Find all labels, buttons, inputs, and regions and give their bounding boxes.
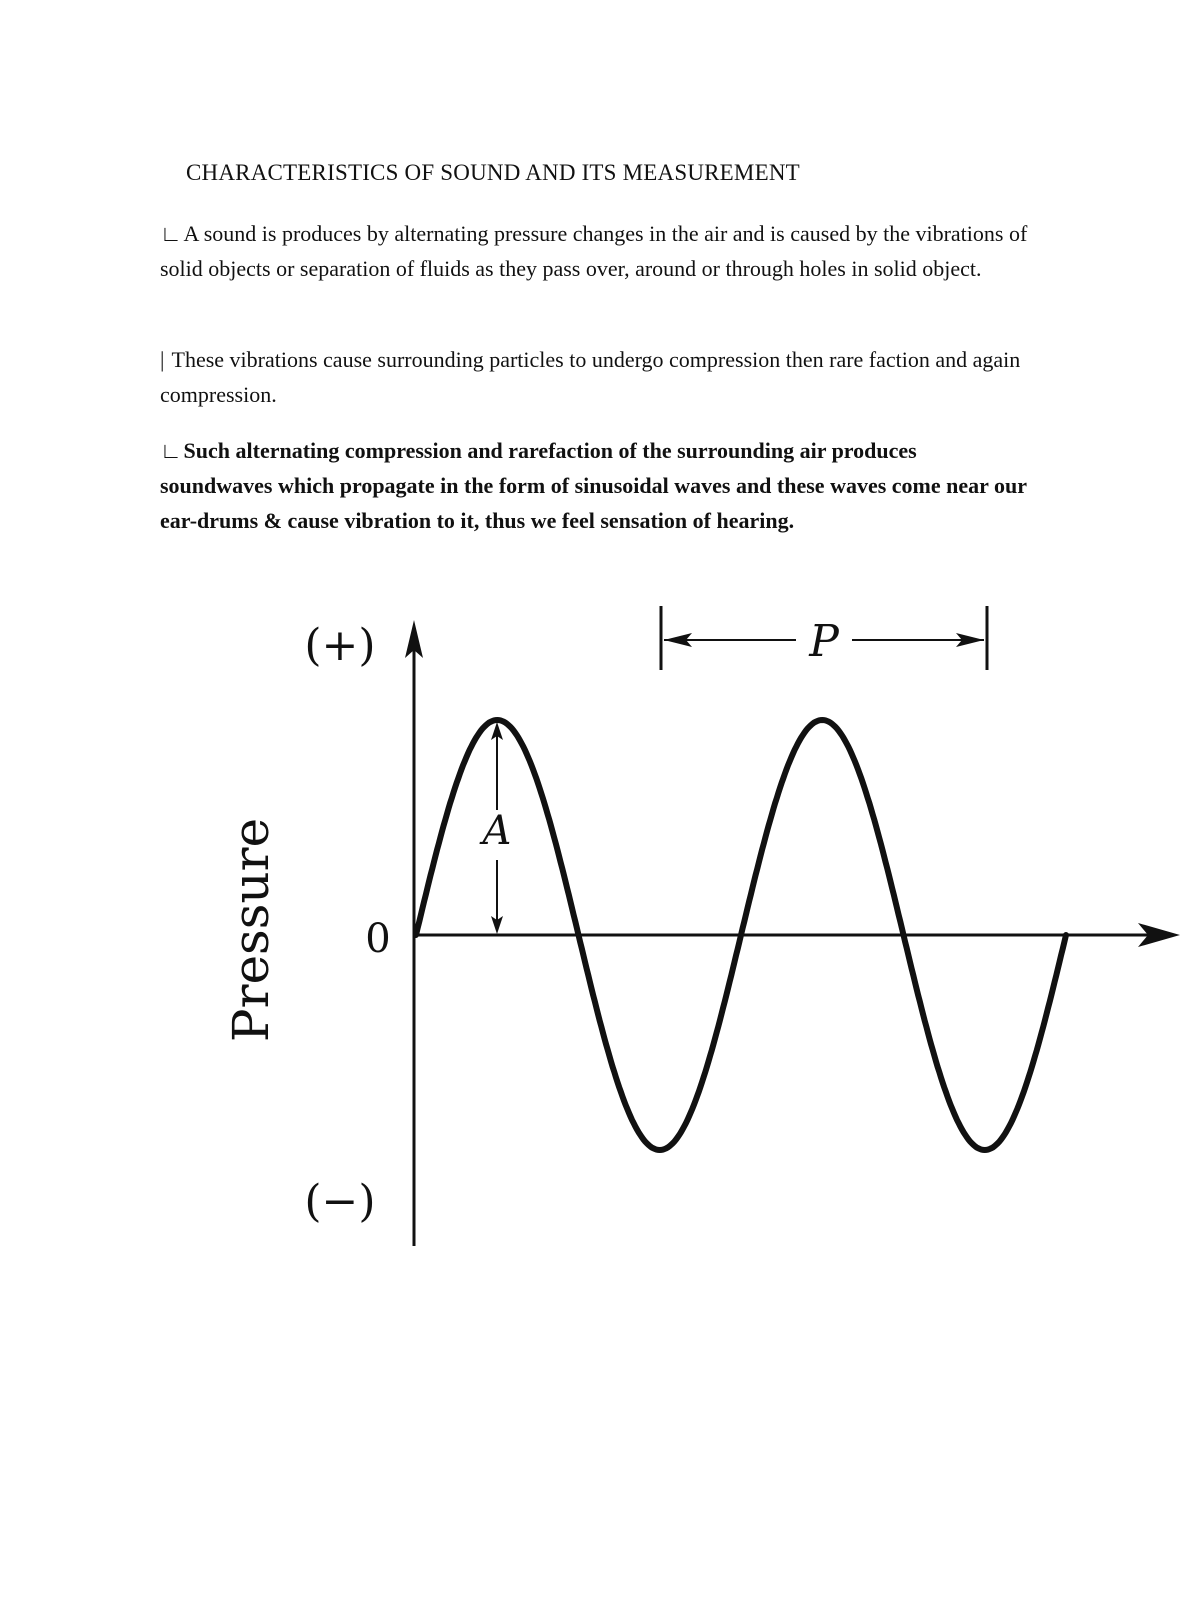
- plus-label: (+): [304, 620, 376, 671]
- bullet-marker: ∟: [160, 221, 182, 246]
- paragraph-text: A sound is produces by alternating pressure changes in the air and is caused by the vibrations of solid objects or separation of fluids as they pass over, around or through holes in solid object.: [160, 221, 1028, 281]
- paragraph-compression: [160, 342, 1030, 412]
- paragraph-sound-waves: [160, 433, 1030, 538]
- y-axis-label: Pressure: [222, 817, 280, 1043]
- bullet-marker: ∟: [160, 438, 182, 463]
- page-title: CHARACTERISTICS OF SOUND AND ITS MEASUREMENT: [186, 160, 800, 185]
- zero-label: 0: [365, 916, 391, 962]
- bullet-marker: |: [160, 347, 165, 372]
- sine-wave-figure: [0, 590, 1200, 1250]
- paragraph-text: These vibrations cause surrounding particles to undergo compression then rare faction and again compression.: [160, 347, 1021, 407]
- minus-label: (−): [304, 1176, 376, 1227]
- amplitude-label: A: [482, 808, 512, 854]
- paragraph-text: Such alternating compression and rarefaction of the surrounding air produces soundwaves which propagate in the form of sinusoidal waves and these waves come near our ear-drums & cause vibration to it, thus we feel sensation of hearing.: [160, 438, 1027, 533]
- paragraph-sound-production: [160, 216, 1030, 286]
- period-label: P: [809, 616, 839, 667]
